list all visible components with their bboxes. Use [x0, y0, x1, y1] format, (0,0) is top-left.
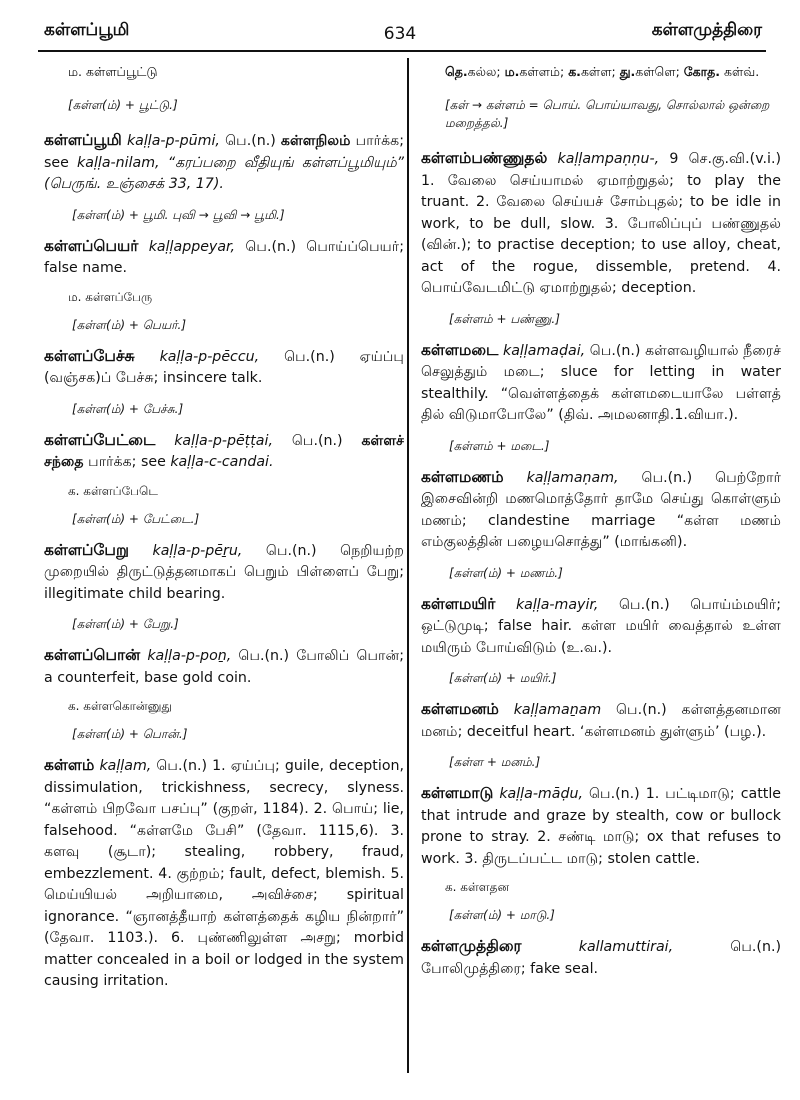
- headword: கள்ளப்பெயர்: [44, 236, 139, 255]
- dictionary-entry: [421, 783, 781, 924]
- entry-definition: [44, 236, 404, 280]
- headword: கள்ளப்பூமி: [44, 131, 122, 149]
- definition-text: பெ.(n.) போலிப் பொன்; a counterfeit, base gold coin.: [44, 648, 405, 686]
- definition-text: பெ.(n.) போலிமுத்திரை; fake seal.: [421, 939, 781, 977]
- etymology: [கள்ள(ம்) + மயிர்.]: [449, 671, 557, 685]
- transliteration: kaḷḷa-p-pēccu,: [159, 348, 260, 365]
- transliteration: kaḷḷamaṉam: [513, 702, 602, 718]
- entry-definition: [421, 783, 781, 870]
- see-text: பார்க்க; see: [44, 133, 404, 171]
- definition-text: பெ.(n.) 1. ஏய்ப்பு; guile, deception, dissimulation, trickishness, secrecy, slyness. “கள்ளம் பிறவோ பசப்பு” (குறள், 1184). 2. பொய்; lie, falsehood. “கள்ளமே பேசி” (தேவா. 1115,6). 3. களவு (சூடா); stealing, robbery, fraud, embezzlement. 4. குற்றம்; fault, defect, blemish. 5. மெய்யியல் அறியாமை, அவிச்சை; spiritual ignorance. “ஞானத்தீயாற் கள்ளத்தைக் கழிய நின்றார்” (தேவா. 1103.). 6. புண்ணிலுள்ள அசறு; morbid matter concealed in a boil or lodged in the system causing irritation.: [44, 758, 404, 989]
- entry-definition: [44, 430, 404, 474]
- etymology: [கள்ள(ம்) + மாடு.]: [449, 908, 555, 922]
- headword: கள்ளமாடு: [421, 784, 494, 802]
- definition-text: பெ.(n.): [219, 133, 281, 149]
- left-column: [44, 62, 404, 1005]
- cross-reference-word: கள்ளச் சந்தை: [44, 432, 404, 470]
- entry-definition: [421, 148, 781, 300]
- entry-definition: [421, 340, 781, 427]
- definition-text: பெ.(n.) பொய்ப்பெயர்; false name.: [44, 238, 404, 276]
- cognate: க. கள்ளப்பேடெ: [68, 483, 158, 498]
- dictionary-entry: [44, 755, 404, 993]
- dictionary-entry: [44, 540, 404, 634]
- header-guide-word-left: கள்ளப்பூமி: [44, 20, 130, 40]
- cognate-word: கள்ளம்;: [519, 64, 569, 79]
- headword: கள்ளப்பொன்: [44, 646, 141, 664]
- lang-abbrev: க.: [568, 64, 581, 79]
- transliteration: kaḷḷampaṇṇu-,: [557, 151, 660, 167]
- transliteration: kaḷḷa-p-pēṟu,: [152, 542, 243, 559]
- dictionary-entry: [44, 130, 404, 224]
- headword: கள்ளமடை: [421, 340, 499, 359]
- dictionary-entry: [44, 346, 404, 418]
- page-header: [0, 0, 800, 50]
- transliteration: kaḷḷa-p-poṉ,: [147, 648, 232, 664]
- lang-abbrev: தெ.: [445, 64, 468, 79]
- cognate-word: கல்ல;: [467, 64, 505, 79]
- transliteration: kaḷḷamaṇam,: [526, 469, 619, 486]
- dictionary-entry: [44, 430, 404, 528]
- dictionary-entry: [44, 645, 404, 743]
- etymology: [கள்ள(ம்) + பேறு.]: [72, 617, 179, 631]
- dictionary-entry: [421, 340, 781, 455]
- dictionary-entry: [421, 148, 781, 328]
- see-transliteration: kaḷḷa-nilam,: [77, 154, 160, 171]
- cross-reference-word: கள்ளநிலம்: [280, 133, 351, 149]
- entry-definition: [44, 645, 404, 689]
- column-divider: [407, 58, 409, 1073]
- headword: கள்ளமயிர்: [421, 594, 496, 613]
- headword: கள்ளப்பேறு: [44, 540, 129, 559]
- dictionary-entry: [421, 467, 781, 582]
- continued-cognates: [445, 62, 781, 82]
- definition-text: பெ.(n.) 1. பட்டிமாடு; cattle that intrude and graze by stealth, cow or bullock prone to stray. 2. சண்டி மாடு; ox that refuses to work. 3. திருடப்பட்ட மாடு; stolen cattle.: [421, 786, 781, 867]
- headword: கள்ளப்பேட்டை: [44, 430, 156, 449]
- headword: கள்ளப்பேச்சு: [44, 346, 135, 365]
- headword: கள்ளமுத்திரை: [421, 937, 522, 955]
- definition-text: பெ.(n.) கள்ளவழியால் நீரைச் செலுத்தும் மடை; sluce for letting in water stealthily. “வெள்ளத்தைக் கள்ளமடையாலே பள்ளத் தில் விடுமாபோலே” (திவ். அமலனாதி.1.வியா.).: [421, 342, 781, 423]
- header-rule: [38, 50, 766, 52]
- definition-text: பெ.(n.) ஏய்ப்பு (வஞ்சக)ப் பேச்சு; insincere talk.: [44, 348, 404, 386]
- definition-text: பெ.(n.) பெற்றோர் இசைவின்றி மணமொத்தோர் தாமே செய்து கொள்ளும் மணம்; clandestine marriage “கள்ள மணம் எம்குலத்தின் பழையசொத்து” (மாங்கனி).: [421, 469, 781, 550]
- entry-definition: [44, 755, 404, 993]
- entry-definition: [421, 699, 781, 743]
- definition-text: 9 செ.கு.வி.(v.i.) 1. வேலை செய்யாமல் ஏமாற்றுதல்; to play the truant. 2. வேலை செய்யச் சோம்புதல்; to be idle in work, to be dull, slow. 3. போலிப்புப் பண்ணுதல் (வின்.); to practise deception; to use alloy, cheat, act of the rogue, dissemble, pretend. 4. பொய்வேடமிட்டு ஏமாற்றுதல்; deception.: [421, 151, 782, 296]
- definition-text: பெ.(n.) பொய்ம்மயிர்; ஒட்டுமுடி; false hair. கள்ள மயிர் வைத்தால் உள்ள மயிரும் போய்விடும் (உ.வ.).: [421, 596, 781, 656]
- dictionary-entry: [421, 594, 781, 688]
- transliteration: kaḷḷa-p-pūmi,: [126, 133, 220, 149]
- etymology: [கள்ள(ம்) + பொன்.]: [72, 727, 188, 741]
- cognate-word: கள்ளெ;: [635, 64, 684, 79]
- see-transliteration: kaḷḷa-c-candai.: [170, 454, 274, 470]
- continued-etymology: [கள் → கள்ளம் = பொய். பொய்யாவது, சொல்லால் ஒன்றை மறைத்தல்.]: [445, 98, 770, 130]
- entry-definition: [421, 594, 781, 660]
- lang-abbrev: ம.: [504, 64, 520, 79]
- etymology: [கள்ள + மனம்.]: [449, 755, 541, 769]
- dictionary-entry: [421, 699, 781, 771]
- definition-text: பெ.(n.): [272, 432, 362, 449]
- see-text: பார்க்க; see: [83, 454, 171, 470]
- lang-abbrev: து.: [619, 64, 636, 79]
- entry-definition: [44, 540, 404, 606]
- headword: கள்ளம்: [44, 756, 95, 774]
- headword: கள்ளம்பண்ணுதல்: [421, 149, 548, 167]
- transliteration: kaḷḷa-mayir,: [515, 596, 599, 613]
- transliteration: kaḷḷa-p-pēṭṭai,: [174, 432, 273, 449]
- etymology: [கள்ள(ம்) + பேச்சு.]: [72, 401, 184, 416]
- entry-definition: [421, 936, 781, 980]
- headword: கள்ளமனம்: [421, 700, 499, 718]
- right-column: [421, 62, 781, 992]
- etymology: [கள்ளம் + பண்ணு.]: [449, 311, 560, 326]
- page-number: 634: [383, 24, 417, 44]
- continued-etymology: [கள்ள(ம்) + பூட்டு.]: [68, 98, 178, 112]
- etymology: [கள்ள(ம்) + பெயர்.]: [72, 317, 187, 332]
- cognate: க. கள்ளதன: [445, 880, 510, 894]
- transliteration: kaḷḷamaḍai,: [503, 342, 586, 359]
- etymology: [கள்ள(ம்) + மணம்.]: [449, 565, 563, 580]
- transliteration: kaḷḷa-māḍu,: [499, 786, 583, 802]
- quotation: “கரப்பறை வீதியுங் கள்ளப்பூமியும்” (பெருங். உஞ்சைக் 33, 17).: [44, 154, 404, 192]
- transliteration: kaḷḷam,: [99, 758, 152, 774]
- dictionary-entry: [421, 936, 781, 980]
- continued-cognate: ம. கள்ளப்பூட்டு: [68, 64, 158, 79]
- etymology: [கள்ள(ம்) + பேட்டை.]: [72, 511, 200, 526]
- entry-definition: [44, 346, 404, 390]
- dictionary-entry: [44, 236, 404, 334]
- header-guide-word-right: கள்ளமுத்திரை: [651, 20, 762, 40]
- headword: கள்ளமணம்: [421, 467, 504, 486]
- lang-abbrev: கோத.: [683, 64, 721, 79]
- definition-text: பெ.(n.) கள்ளத்தனமான மனம்; deceitful heart. ‘கள்ளமனம் துள்ளும்’ (பழ.).: [421, 702, 781, 740]
- etymology: [கள்ள(ம்) + பூமி. புவி → பூவி → பூமி.]: [72, 207, 285, 222]
- transliteration: kallamuttirai,: [578, 939, 674, 955]
- cognate: க. கள்ளகொன்னுது: [68, 699, 172, 713]
- cognate: ம. கள்ளப்பேரு: [68, 289, 153, 304]
- transliteration: kaḷḷappeyar,: [148, 238, 236, 255]
- definition-text: பெ.(n.) நெறியற்ற முறையில் திருட்டுத்தனமாகப் பெறும் பிள்ளைப் பேறு; illegitimate child bearing.: [44, 542, 405, 602]
- entry-definition: [421, 467, 781, 554]
- cognate-word: கள்வ்.: [720, 64, 760, 79]
- etymology: [கள்ளம் + மடை.]: [449, 438, 550, 453]
- cognate-word: கள்ள;: [580, 64, 620, 79]
- entry-definition: [44, 130, 404, 196]
